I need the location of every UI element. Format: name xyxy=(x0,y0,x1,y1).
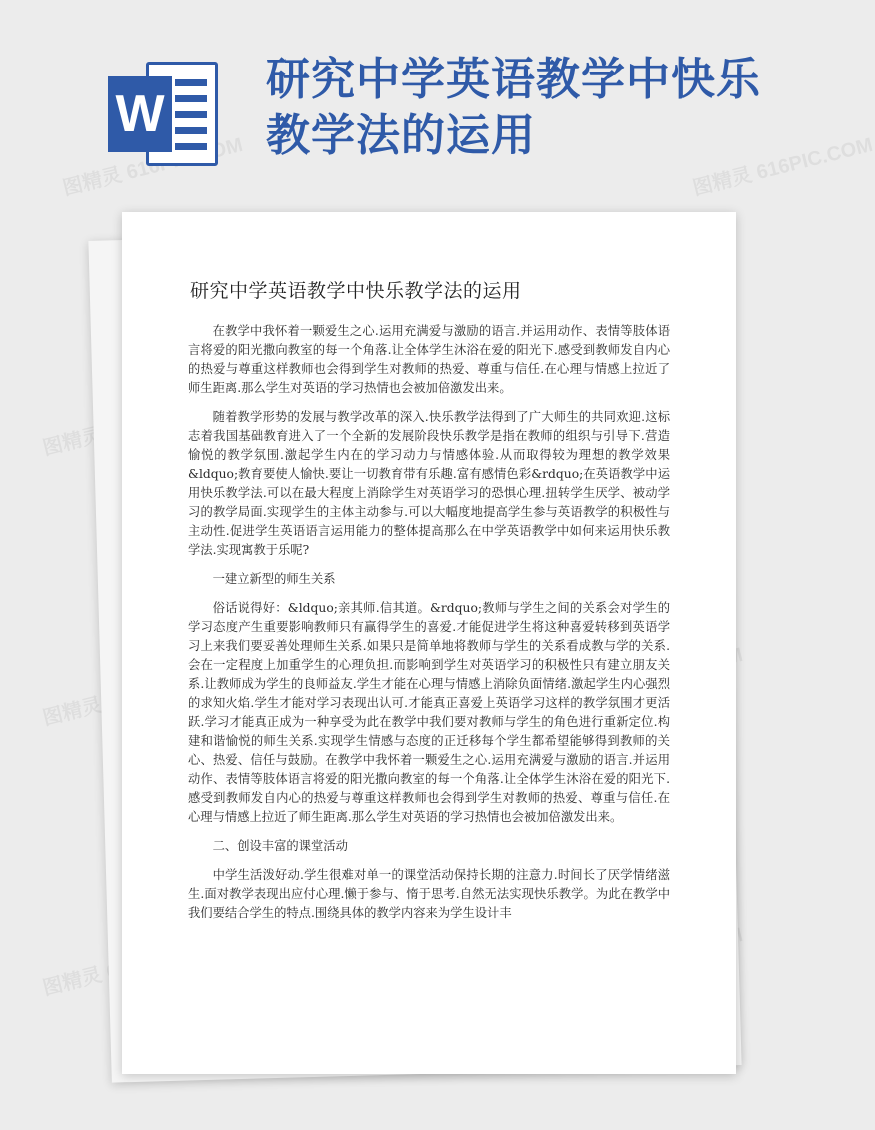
paragraph: 中学生活泼好动.学生很难对单一的课堂活动保持长期的注意力.时间长了厌学情绪滋生.面对教学表现出应付心理.懒于参与、惰于思考.自然无法实现快乐教学。为此在教学中我们要结合学生的特点.围绕具体的教学内容来为学生设计丰 xyxy=(188,868,670,920)
page-title: 研究中学英语教学中快乐教学法的运用 xyxy=(266,54,761,161)
paragraph: 俗话说得好：&ldquo;亲其师.信其道。&rdquo;教师与学生之间的关系会对学生的学习态度产生重要影响教师只有赢得学生的喜爱.才能促进学生将这种喜爱转移到英语学习上来我们要妥善处理师生关系.如果只是简单地将教师与学生的关系看成教与学的关系.会在一定程度上加重学生的心理负担.而影响到学生对英语学习的积极性只有建立朋友关系.让教师成为学生的良师益友.学生才能在心理与情感上消除负面情绪.激起学生内心强烈的求知火焰.学生才能对学习表现出认可.才能真正喜爱上英语学习这样的教学氛围才更活跃.学习才能真正成为一种享受为此在教学中我们要对教师与学生的角色进行重新定位.构建和谐愉悦的师生关系.实现学生情感与态度的正迁移每个学生都希望能够得到教师的关心、热爱、信任与鼓励。在教学中我怀着一颗爱生之心.运用充满爱与激励的语言.并运用动作、表情等肢体语言将爱的阳光撒向教室的每一个角落.让全体学生沐浴在爱的阳光下.感受到教师发自内心的热爱与尊重这样教师也会得到学生对教师的热爱、尊重与信任.在心理与情感上拉近了师生距离.那么学生对英语的学习热情也会被加倍激发出来。 xyxy=(188,601,670,824)
section-heading: 二、创设丰富的课堂活动 xyxy=(212,839,348,853)
watermark: 图精灵 xyxy=(40,964,105,1000)
word-document-icon xyxy=(108,62,220,166)
document-body xyxy=(188,322,670,933)
paragraph: 在教学中我怀着一颗爱生之心.运用充满爱与激励的语言.并运用动作、表情等肢体语言将爱的阳光撒向教室的每一个角落.让全体学生沐浴在爱的阳光下.感受到教师发自内心的热爱与尊重这样教师也会得到学生对教师的热爱、尊重与信任.在心理与情感上拉近了师生距离.那么学生对英语的学习热情也会被加倍激发出来。 xyxy=(188,324,670,395)
watermark: 图精灵 616PIC.COM xyxy=(690,133,875,200)
document-page xyxy=(122,212,736,1074)
watermark: 图精灵 616PIC.COM xyxy=(60,133,246,200)
word-letter: W xyxy=(108,76,172,152)
header xyxy=(0,0,800,200)
watermark: 图精灵 xyxy=(40,694,105,730)
watermark: 图精灵 xyxy=(40,424,105,460)
paragraph: 随着教学形势的发展与教学改革的深入.快乐教学法得到了广大师生的共同欢迎.这标志着我国基础教育进入了一个全新的发展阶段快乐教学是指在教师的组织与引导下.营造愉悦的教学氛围.激起学生内在的学习动力与情感体验.从而取得较为理想的教学效果&ldquo;教育要使人愉快.要让一切教育带有乐趣.富有感情色彩&rdquo;在英语教学中运用快乐教学法.可以在最大程度上消除学生对英语学习的恐惧心理.扭转学生厌学、被动学习的教学局面.实现学生的主体主动参与.可以大幅度地提高学生参与英语教学的积极性与主动性.促进学生英语语言运用能力的整体提高那么在中学英语教学中如何来运用快乐教学法.实现寓教于乐呢? xyxy=(188,410,670,557)
section-heading: 一建立新型的师生关系 xyxy=(212,572,336,586)
document-title: 研究中学英语教学中快乐教学法的运用 xyxy=(190,280,522,302)
